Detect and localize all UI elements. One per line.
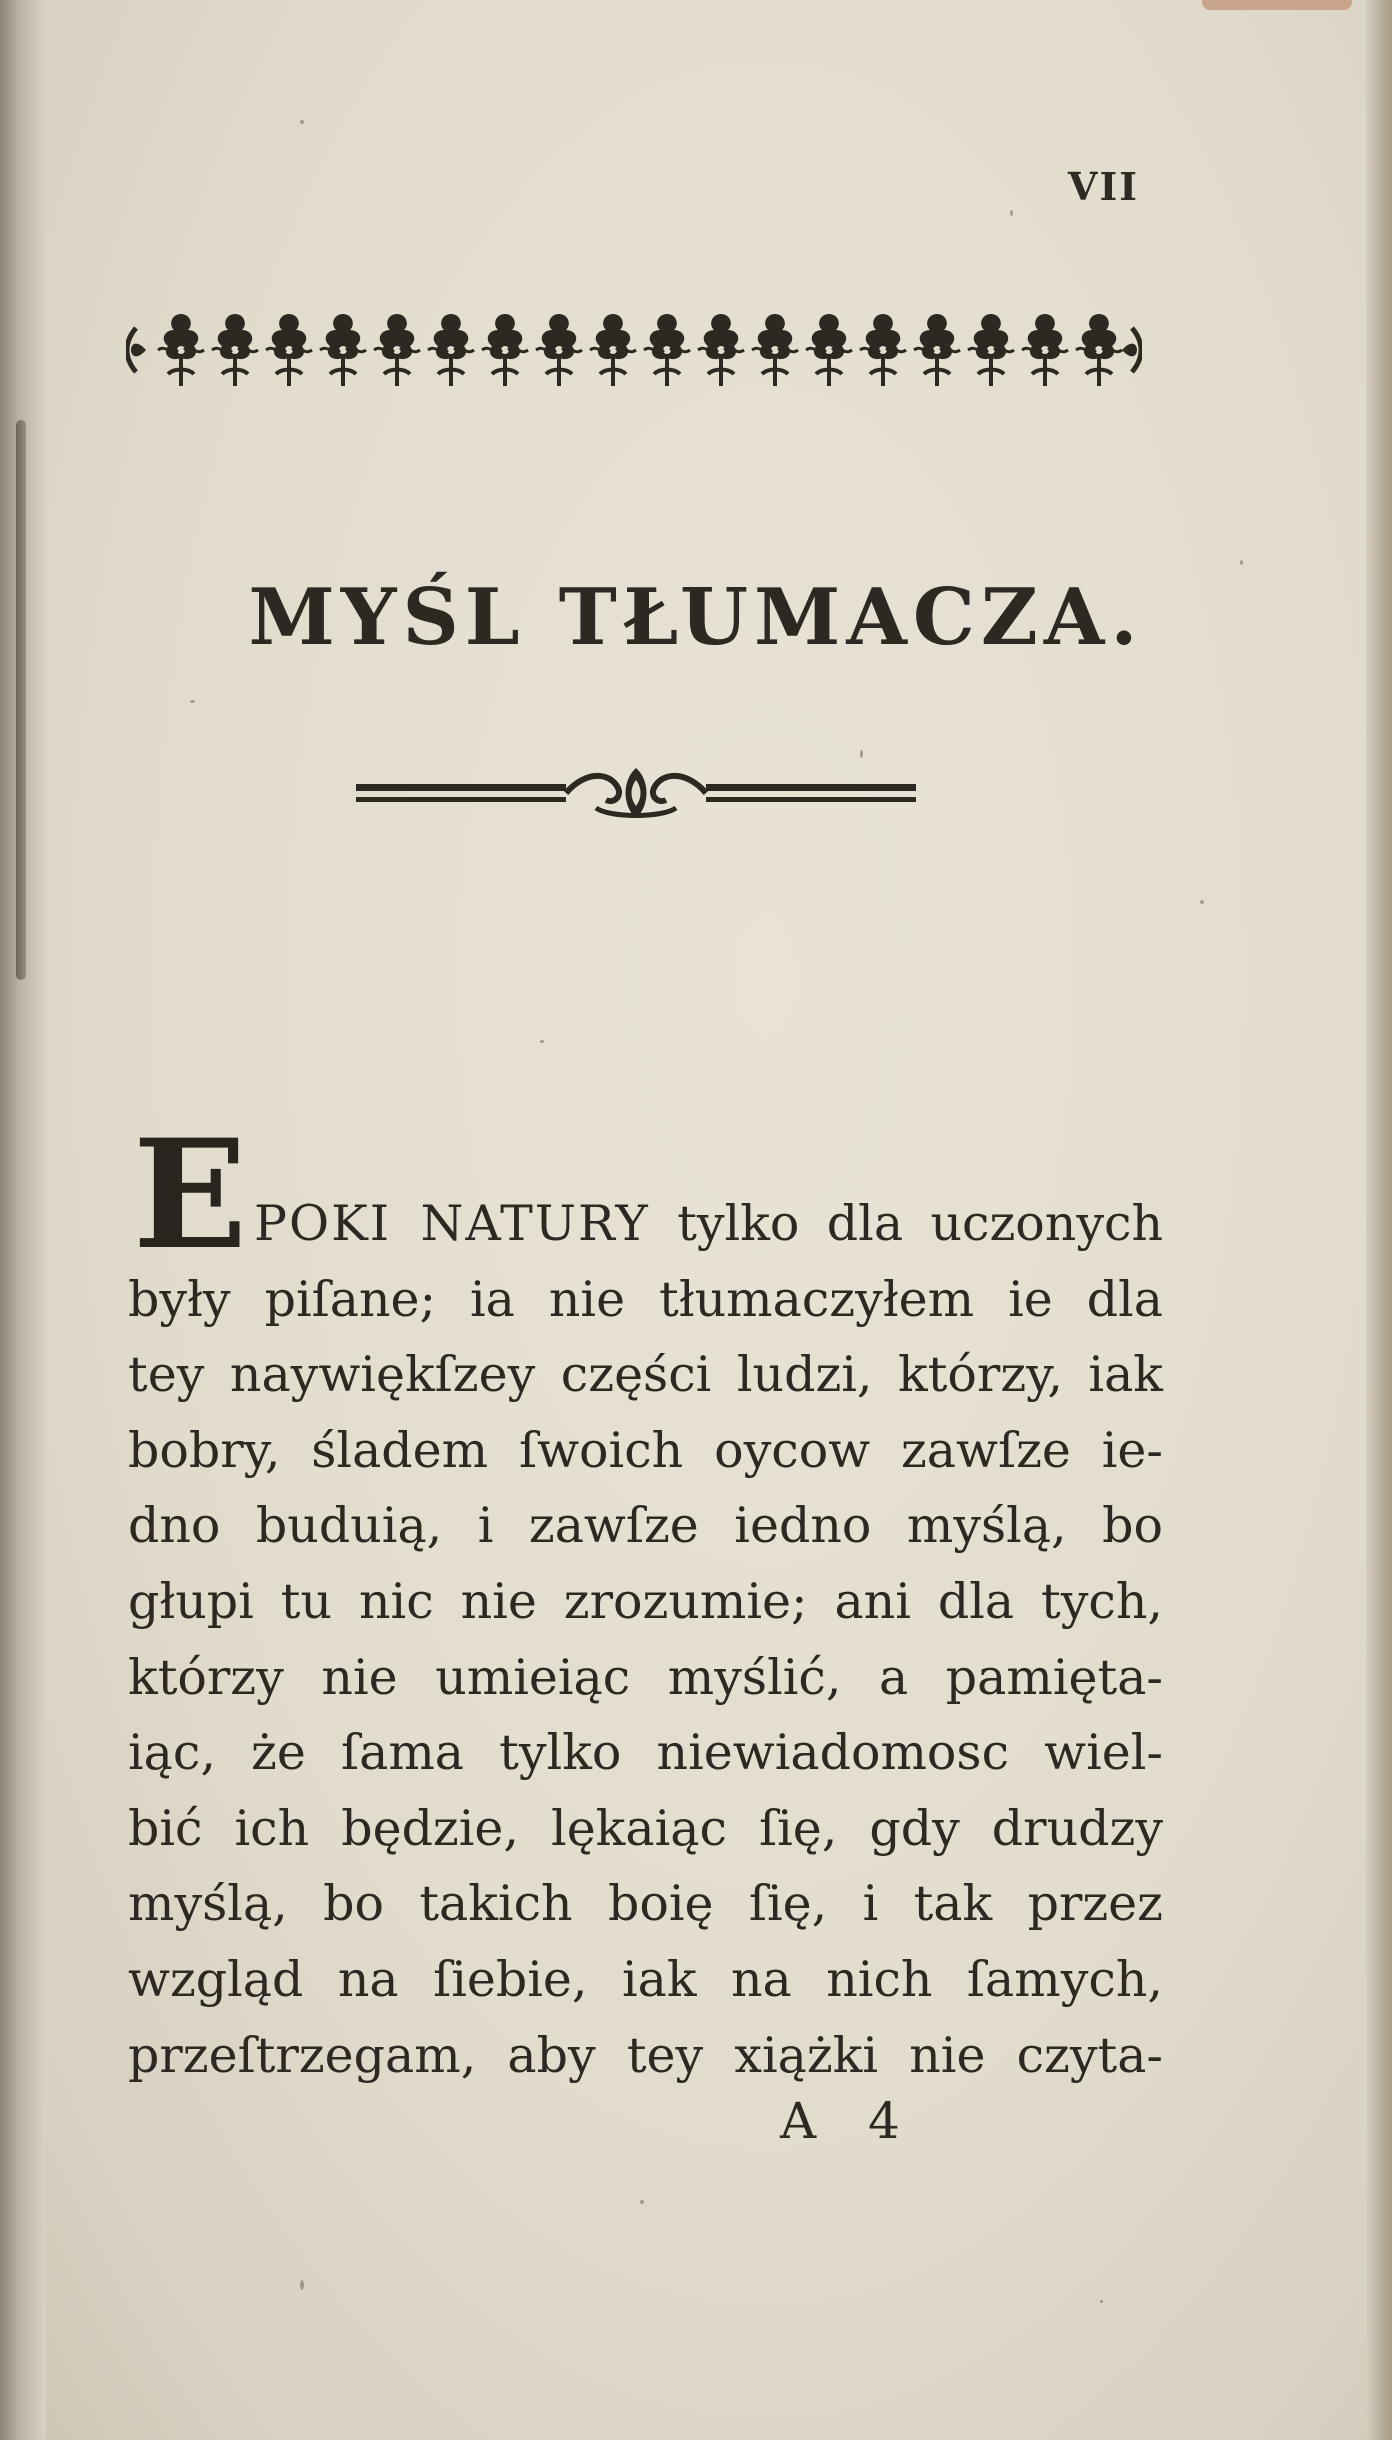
body-line: przeſtrzegam, aby tey xiążki nie czyta- [128, 2026, 1163, 2084]
body-line: głupi tu nic nie zrozumie; ani dla tych, [128, 1572, 1163, 1630]
paper-speck [1010, 210, 1013, 216]
scroll-rule-ornament [356, 762, 916, 824]
body-line: bić ich będzie, lękaiąc ſię, gdy drudzy [128, 1799, 1163, 1857]
page-title: MYŚL TŁUMACZA. [248, 572, 1144, 663]
drop-cap-letter: E [132, 1132, 248, 1258]
body-line: dno buduią, i zawſze iedno myślą, bo [128, 1497, 1163, 1555]
paper-speck [190, 700, 195, 703]
page-corner-tab [1202, 0, 1352, 10]
paper-speck [860, 750, 863, 758]
body-line: były piſane; ia nie tłumaczyłem ie dla [128, 1270, 1163, 1328]
signature-mark: A 4 [780, 2092, 918, 2150]
body-line: tey naywiękſzey części ludzi, którzy, iak [128, 1346, 1163, 1404]
paper-speck [1200, 900, 1204, 904]
paper-speck [300, 120, 304, 124]
paper-speck [640, 2200, 644, 2204]
paper-speck [1100, 2300, 1103, 2303]
first-line-text: tylko dla uczonych [677, 1195, 1164, 1252]
body-line: którzy nie umieiąc myślić, a pamięta- [128, 1648, 1163, 1706]
floral-headpiece-ornament [126, 298, 1142, 402]
page-gutter-fold [0, 0, 46, 2440]
body-line: myślą, bo takich boię ſię, i tak przez [128, 1875, 1163, 1933]
first-line-small-caps: POKI NATURY [254, 1195, 650, 1252]
paper-speck [1240, 560, 1243, 565]
paper-speck [300, 2280, 304, 2290]
body-line: bobry, śladem ſwoich oycow zawſze ie- [128, 1421, 1163, 1479]
page-crease-shadow [16, 420, 26, 980]
body-line: iąc, że ſama tylko niewiadomosc wiel- [128, 1724, 1163, 1782]
paper-speck [540, 1040, 544, 1043]
body-line: wzgląd na ſiebie, iak na nich ſamych, [128, 1950, 1163, 2008]
page-number: VII [1068, 164, 1140, 209]
body-paragraph [128, 1186, 1163, 2093]
page-right-edge [1366, 0, 1392, 2440]
